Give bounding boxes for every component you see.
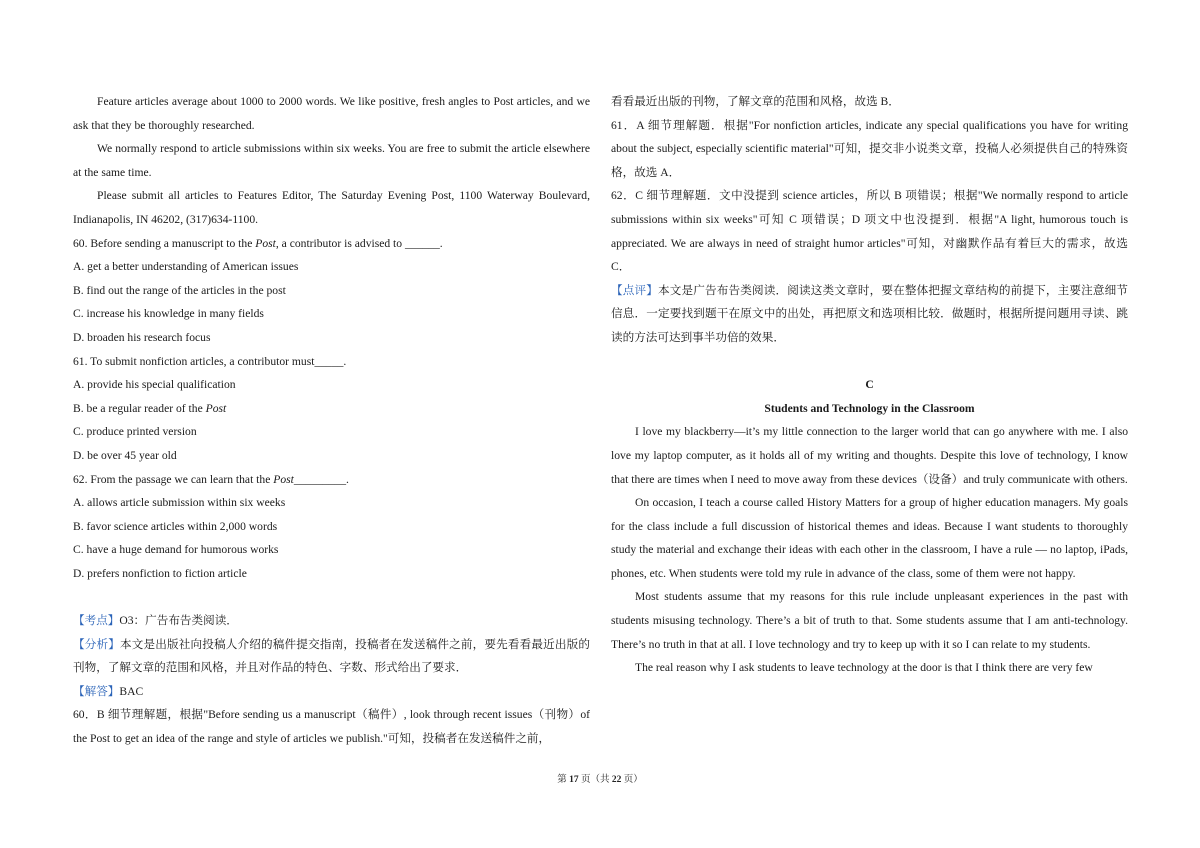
question-text: 60. Before sending a manuscript to the bbox=[73, 236, 256, 250]
question-text: _________. bbox=[293, 472, 349, 486]
paragraph: The real reason why I ask students to leave technology at the door is that I think there are very few bbox=[635, 661, 1093, 675]
jieda-tag: 【解答】 bbox=[73, 684, 120, 698]
paragraph: I love my blackberry—it’s my little connection to the larger world that can go anywhere with me. I also love my laptop computer, as it holds all of my writing and thoughts. Despite this love of technology, I know that there are times when I need to move away from these devices（设备）and truly communicate with others. bbox=[611, 425, 1128, 486]
option-text: B. be a regular reader of the bbox=[73, 401, 206, 415]
section-title: Students and Technology in the Classroom bbox=[764, 401, 975, 415]
option: D. broaden his research focus bbox=[73, 330, 211, 344]
option: D. be over 45 year old bbox=[73, 448, 177, 462]
kaodian-tag: 【考点】 bbox=[73, 614, 120, 628]
left-column bbox=[73, 90, 590, 751]
page-footer bbox=[0, 771, 1200, 785]
kaodian bbox=[73, 609, 590, 633]
answer-60: 60．B 细节理解题，根据"Before sending us a manuscript（稿件）, look through recent issues（刊物）of the Post to get an idea of the range and style of articles we publish."可知，投稿者在发送稿件之前， bbox=[73, 708, 590, 746]
dianping bbox=[611, 279, 1128, 350]
question-61: 61. To submit nonfiction articles, a contributor must_____. bbox=[73, 354, 347, 368]
option: A. provide his special qualification bbox=[73, 378, 236, 392]
spacer bbox=[73, 585, 590, 609]
option: C. increase his knowledge in many fields bbox=[73, 307, 264, 321]
spacer bbox=[611, 350, 1128, 374]
fenxi-tag: 【分析】 bbox=[73, 637, 121, 651]
question-text: 62. From the passage we can learn that the bbox=[73, 472, 274, 486]
fenxi-text: 本文是出版社向投稿人介绍的稿件提交指南，投稿者在发送稿件之前，要先看看最近出版的刊物，了解文章的范围和风格，并且对作品的特色、字数、形式给出了要求． bbox=[73, 637, 590, 675]
kaodian-text: O3：广告布告类阅读． bbox=[119, 614, 238, 628]
right-column bbox=[611, 90, 1128, 680]
paragraph: We normally respond to article submissions within six weeks. You are free to submit the article elsewhere at the same time. bbox=[73, 142, 590, 179]
option: D. prefers nonfiction to fiction article bbox=[73, 566, 247, 580]
question-italic: Post bbox=[255, 236, 276, 250]
answer-61: 61．A 细节理解题．根据"For nonfiction articles, indicate any special qualifications you have for writing about the subject, especially scientific material"可知，提交非小说类文章，投稿人必须提供自己的特殊资格，故选 A． bbox=[611, 118, 1128, 179]
total-pages: 22 bbox=[611, 775, 622, 785]
section-letter: C bbox=[865, 378, 874, 392]
question-italic: Post bbox=[273, 472, 294, 486]
option: A. allows article submission within six weeks bbox=[73, 496, 286, 510]
jieda-text: BAC bbox=[119, 684, 144, 698]
question-62 bbox=[73, 468, 590, 492]
paragraph: Most students assume that my reasons for this rule include unpleasant experiences in the past with students misusing technology. There’s a bit of truth to that. Some students assume that I am anti-technology. There’s no truth in that at all. I love technology and try to keep up with it so I can relate to my students. bbox=[611, 590, 1128, 651]
option: B. favor science articles within 2,000 words bbox=[73, 519, 278, 533]
paragraph: Please submit all articles to Features Editor, The Saturday Evening Post, 1100 Waterway Boulevard, Indianapolis, IN 46202, (317)634-1100. bbox=[73, 189, 590, 226]
dianping-text: 本文是广告布告类阅读．阅读这类文章时，要在整体把握文章结构的前提下，主要注意细节信息．一定要找到题干在原文中的出处，再把原文和选项相比较．做题时，根据所提问题用寻读、跳读的方法可达到事半功倍的效果． bbox=[611, 283, 1128, 344]
option: A. get a better understanding of American issues bbox=[73, 260, 299, 274]
answer-62: 62．C 细节理解题．文中没提到 science articles，所以 B 项错误；根据"We normally respond to article submissions within six weeks"可知 C 项错误；D 项文中也没提到．根据"A light, humorous touch is appreciated. We are always in need of straight humor articles"可知，对幽默作品有着巨大的需求，故选 C． bbox=[611, 189, 1128, 274]
fenxi bbox=[73, 633, 590, 680]
paragraph: Feature articles average about 1000 to 2000 words. We like positive, fresh angles to Post articles, and we ask that they be thoroughly researched. bbox=[73, 95, 590, 132]
footer-text: 第 bbox=[557, 775, 570, 785]
footer-text: 页（共 bbox=[578, 775, 612, 785]
question-text: , a contributor is advised to ______. bbox=[275, 236, 443, 250]
dianping-tag: 【点评】 bbox=[611, 283, 659, 297]
option: C. produce printed version bbox=[73, 425, 197, 439]
question-60 bbox=[73, 232, 590, 256]
option: B. find out the range of the articles in the post bbox=[73, 283, 286, 297]
option bbox=[73, 397, 590, 421]
option-italic: Post bbox=[205, 401, 227, 415]
jieda bbox=[73, 680, 590, 704]
answer-60-cont: 看看最近出版的刊物，了解文章的范围和风格，故选 B． bbox=[611, 95, 900, 108]
option: C. have a huge demand for humorous works bbox=[73, 543, 279, 557]
page-number: 17 bbox=[569, 775, 579, 785]
footer-text: 页） bbox=[621, 775, 643, 785]
paragraph: On occasion, I teach a course called History Matters for a group of higher education managers. My goals for the class include a full discussion of historical themes and ideas. Because I want students to thoroughly study the material and exchange their ideas with each other in the classroom, I have a rule — no laptop, iPads, phones, etc. When students were told my rule in advance of the class, some of them were not happy. bbox=[611, 496, 1128, 580]
